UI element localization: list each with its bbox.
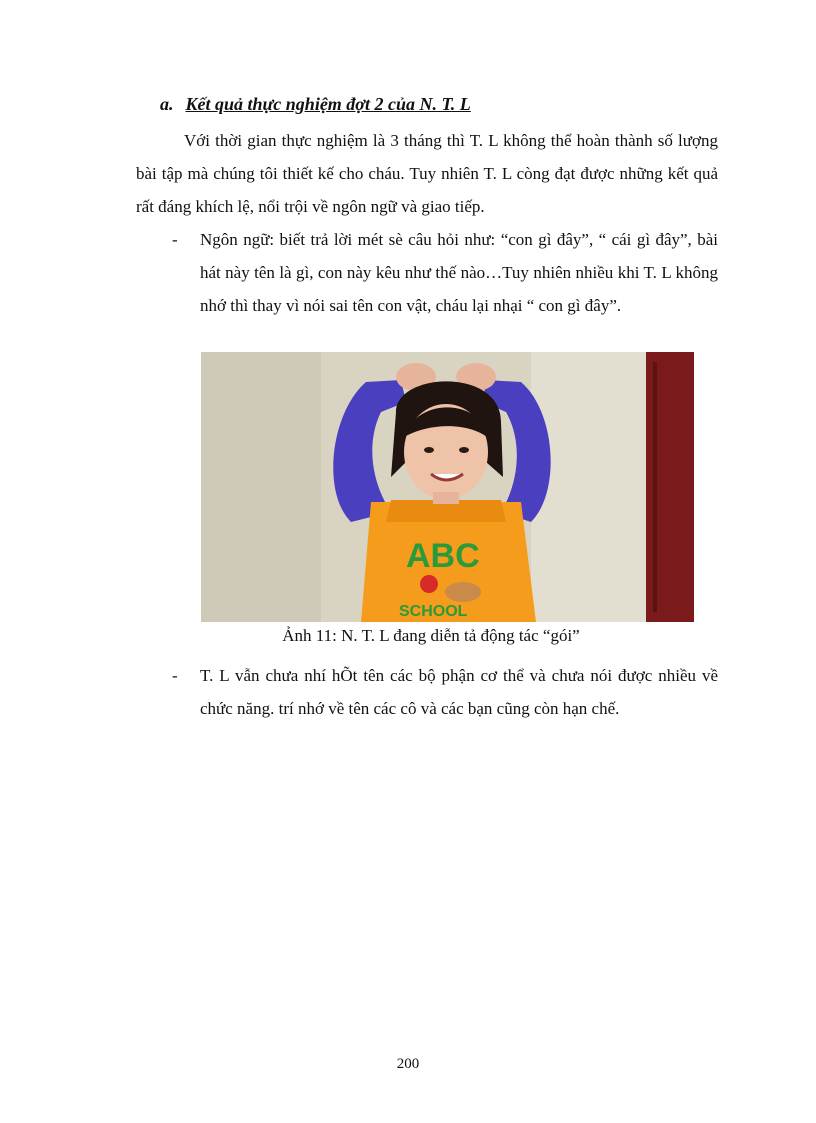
bullet-dash: - xyxy=(172,666,178,685)
section-title: Kết quả thực nghiệm đợt 2 của N. T. L xyxy=(185,94,471,114)
bullet-item-body-parts xyxy=(172,659,718,725)
bullet-item-language xyxy=(172,223,718,322)
photo-caption: Ảnh 11: N. T. L đang diễn tả động tác “gói” xyxy=(282,626,580,645)
body-paragraph: Với thời gian thực nghiệm là 3 tháng thì T. L không thể hoàn thành số lượng bài tập mà chúng tôi thiết kế cho cháu. Tuy nhiên T. L còng đạt được những kết quả rất đáng khích lệ, nổi trội về ngôn ngữ và giao tiếp. xyxy=(136,131,718,216)
bullet-text: T. L vẫn chưa nhí hÕt tên các bộ phận cơ thể và chưa nói được nhiều về chức năng. trí nhớ về tên các cô và các bạn cũng còn hạn chế. xyxy=(200,666,718,718)
photo-child-gesture xyxy=(201,352,694,622)
photo-shirt-letters: ABC xyxy=(406,537,480,575)
photo-illustration xyxy=(201,352,694,622)
section-marker: a. xyxy=(160,94,174,114)
section-heading xyxy=(160,94,471,115)
bullet-text: Ngôn ngữ: biết trả lời mét sè câu hỏi như: “con gì đây”, “ cái gì đây”, bài hát này tên là gì, con này kêu như thế nào…Tuy nhiên nhiều khi T. L không nhớ thì thay vì nói sai tên con vật, cháu lại nhại “ con gì đây”. xyxy=(200,230,718,315)
photo-shirt-word: SCHOOL xyxy=(399,603,468,620)
page-number: 200 xyxy=(396,1056,420,1072)
bullet-dash: - xyxy=(172,230,178,249)
